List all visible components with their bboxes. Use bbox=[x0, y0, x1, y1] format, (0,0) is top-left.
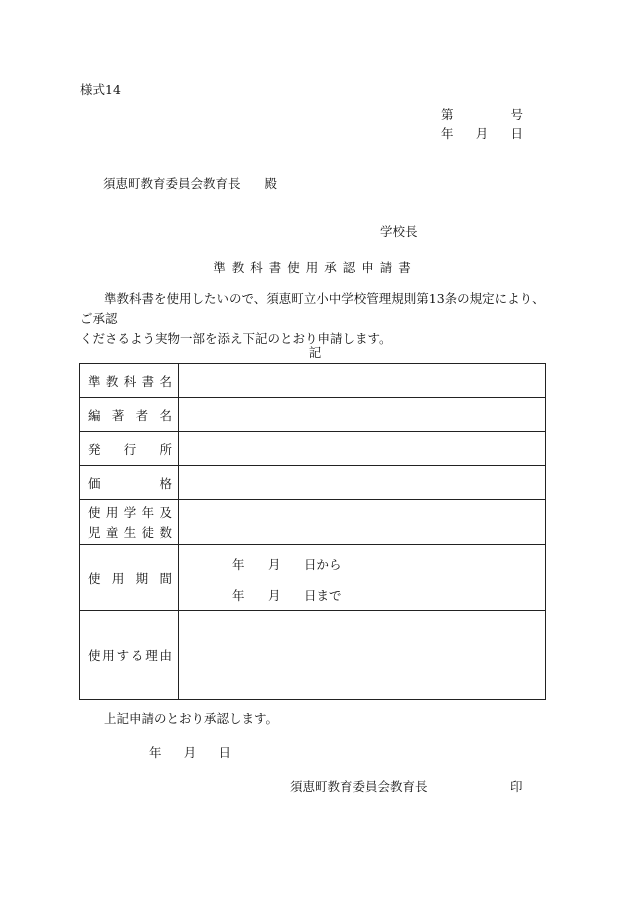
document-date bbox=[441, 124, 523, 142]
row-label bbox=[80, 500, 179, 545]
publisher-field[interactable] bbox=[179, 432, 546, 466]
label-price: 価 格 bbox=[88, 475, 172, 491]
approval-date-year: 年 bbox=[149, 745, 162, 760]
label-author: 編 著 者 名 bbox=[88, 407, 172, 423]
textbook-name-field[interactable] bbox=[179, 364, 546, 398]
doc-number-prefix: 第 bbox=[441, 107, 454, 122]
table-row bbox=[80, 545, 546, 611]
table-row bbox=[80, 466, 546, 500]
period-to-month: 月 bbox=[268, 587, 281, 603]
row-label bbox=[80, 545, 179, 611]
row-label bbox=[80, 611, 179, 700]
doc-date-year: 年 bbox=[441, 126, 454, 141]
period-box bbox=[179, 546, 545, 610]
grade-students-field[interactable] bbox=[179, 500, 546, 545]
ki-heading: 記 bbox=[308, 345, 322, 360]
label-textbook-name: 準 教 科 書 名 bbox=[88, 373, 172, 389]
period-from-day: 日から bbox=[304, 556, 342, 572]
period-field[interactable] bbox=[179, 545, 546, 611]
approval-text: 上記申請のとおり承認します。 bbox=[104, 711, 279, 726]
body-line-2: くださるよう実物一部を添え下記のとおり申請します。 bbox=[80, 331, 392, 346]
applicant-principal: 学校長 bbox=[380, 224, 418, 239]
label-grade: 使 用 学 年 及 bbox=[88, 505, 172, 520]
addressee bbox=[103, 174, 277, 192]
addressee-honorific: 殿 bbox=[264, 176, 278, 191]
table-row bbox=[80, 364, 546, 398]
doc-date-day: 日 bbox=[510, 126, 523, 141]
approval-date-day: 日 bbox=[218, 745, 231, 760]
price-field[interactable] bbox=[179, 466, 546, 500]
table-row bbox=[80, 432, 546, 466]
row-label bbox=[80, 398, 179, 432]
label-period: 使 用 期 間 bbox=[88, 570, 172, 586]
period-from-year: 年 bbox=[232, 556, 245, 572]
label-reason: 使 用 す る 理 由 bbox=[88, 648, 172, 663]
row-label bbox=[80, 364, 179, 398]
table-row bbox=[80, 611, 546, 700]
table-row bbox=[80, 500, 546, 545]
period-from bbox=[232, 555, 342, 573]
seal-mark: 印 bbox=[510, 779, 523, 794]
label-grade-students bbox=[80, 503, 178, 541]
row-label bbox=[80, 466, 179, 500]
reason-field[interactable] bbox=[179, 611, 546, 700]
label-publisher: 発 行 所 bbox=[88, 441, 172, 457]
doc-number-suffix: 号 bbox=[510, 107, 523, 122]
row-label bbox=[80, 432, 179, 466]
approval-authority: 須恵町教育委員会教育長 bbox=[290, 779, 428, 794]
application-table bbox=[79, 363, 546, 700]
addressee-name: 須恵町教育委員会教育長 bbox=[103, 176, 241, 191]
doc-date-month: 月 bbox=[475, 126, 489, 141]
table-row bbox=[80, 398, 546, 432]
label-students: 児 童 生 徒 数 bbox=[88, 525, 172, 540]
period-to-year: 年 bbox=[232, 587, 245, 603]
form-number: 様式14 bbox=[80, 82, 121, 97]
period-to bbox=[232, 586, 342, 604]
period-to-day: 日まで bbox=[304, 587, 342, 603]
document-title: 準教科書使用承認申請書 bbox=[213, 260, 417, 275]
approval-date bbox=[149, 743, 231, 761]
document-number bbox=[441, 105, 523, 123]
approval-date-month: 月 bbox=[183, 745, 197, 760]
period-from-month: 月 bbox=[268, 556, 281, 572]
body-line-1: 準教科書を使用したいので、須恵町立小中学校管理規則第13条の規定により、ご承認 bbox=[80, 291, 545, 326]
author-field[interactable] bbox=[179, 398, 546, 432]
body-text bbox=[80, 289, 550, 349]
